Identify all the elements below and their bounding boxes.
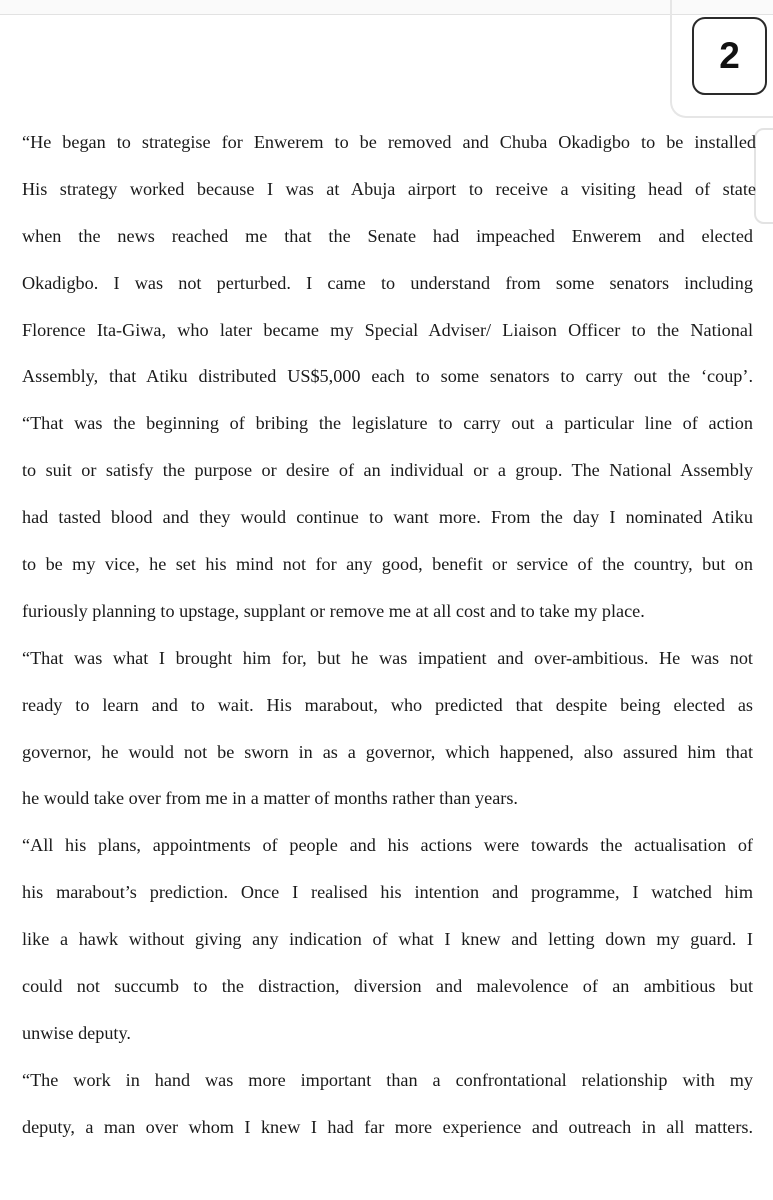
text-line: “The work in hand was more important than a confrontational relationship with my [22, 1069, 753, 1090]
text-line: unwise deputy. [22, 1022, 131, 1043]
text-line: His strategy worked because I was at Abuja airport to receive a visiting head of state [22, 178, 756, 199]
text-line: like a hawk without giving any indication of what I knew and letting down my guard. I [22, 929, 753, 950]
text-line: “All his plans, appointments of people and his actions were towards the actualisation of [22, 835, 753, 856]
text-line: Florence Ita-Giwa, who later became my Special Adviser/ Liaison Officer to the National [22, 319, 753, 340]
text-line: Okadigbo. I was not perturbed. I came to understand from some senators including [22, 272, 753, 293]
text-line: he would take over from me in a matter of months rather than years. [22, 788, 518, 809]
text-line: “That was the beginning of bribing the legislature to carry out a particular line of action [22, 413, 753, 434]
text-line: to suit or satisfy the purpose or desire of an individual or a group. The National Assembly [22, 460, 753, 481]
top-edge-strip [0, 0, 773, 15]
page-number-badge: 2 [692, 17, 767, 95]
text-line: could not succumb to the distraction, diversion and malevolence of an ambitious but [22, 976, 753, 997]
text-line: his marabout’s prediction. Once I realised his intention and programme, I watched him [22, 882, 753, 903]
text-line: deputy, a man over whom I knew I had far more experience and outreach in all matters. [22, 1116, 753, 1137]
text-line: “That was what I brought him for, but he was impatient and over-ambitious. He was not [22, 647, 753, 668]
scroll-edge-tab[interactable] [754, 128, 773, 224]
text-line: governor, he would not be sworn in as a governor, which happened, also assured him that [22, 741, 753, 762]
text-line: “He began to strategise for Enwerem to be removed and Chuba Okadigbo to be installed [22, 132, 756, 152]
text-line: furiously planning to upstage, supplant or remove me at all cost and to take my place. [22, 600, 645, 621]
text-line: Assembly, that Atiku distributed US$5,000 each to some senators to carry out the ‘coup’. [22, 366, 753, 387]
article-text [22, 126, 756, 1158]
text-line: ready to learn and to wait. His marabout, who predicted that despite being elected as [22, 694, 753, 715]
text-line: had tasted blood and they would continue to want more. From the day I nominated Atiku [22, 507, 753, 528]
text-line: when the news reached me that the Senate had impeached Enwerem and elected [22, 225, 753, 246]
text-line: to be my vice, he set his mind not for any good, benefit or service of the country, but on [22, 554, 753, 575]
